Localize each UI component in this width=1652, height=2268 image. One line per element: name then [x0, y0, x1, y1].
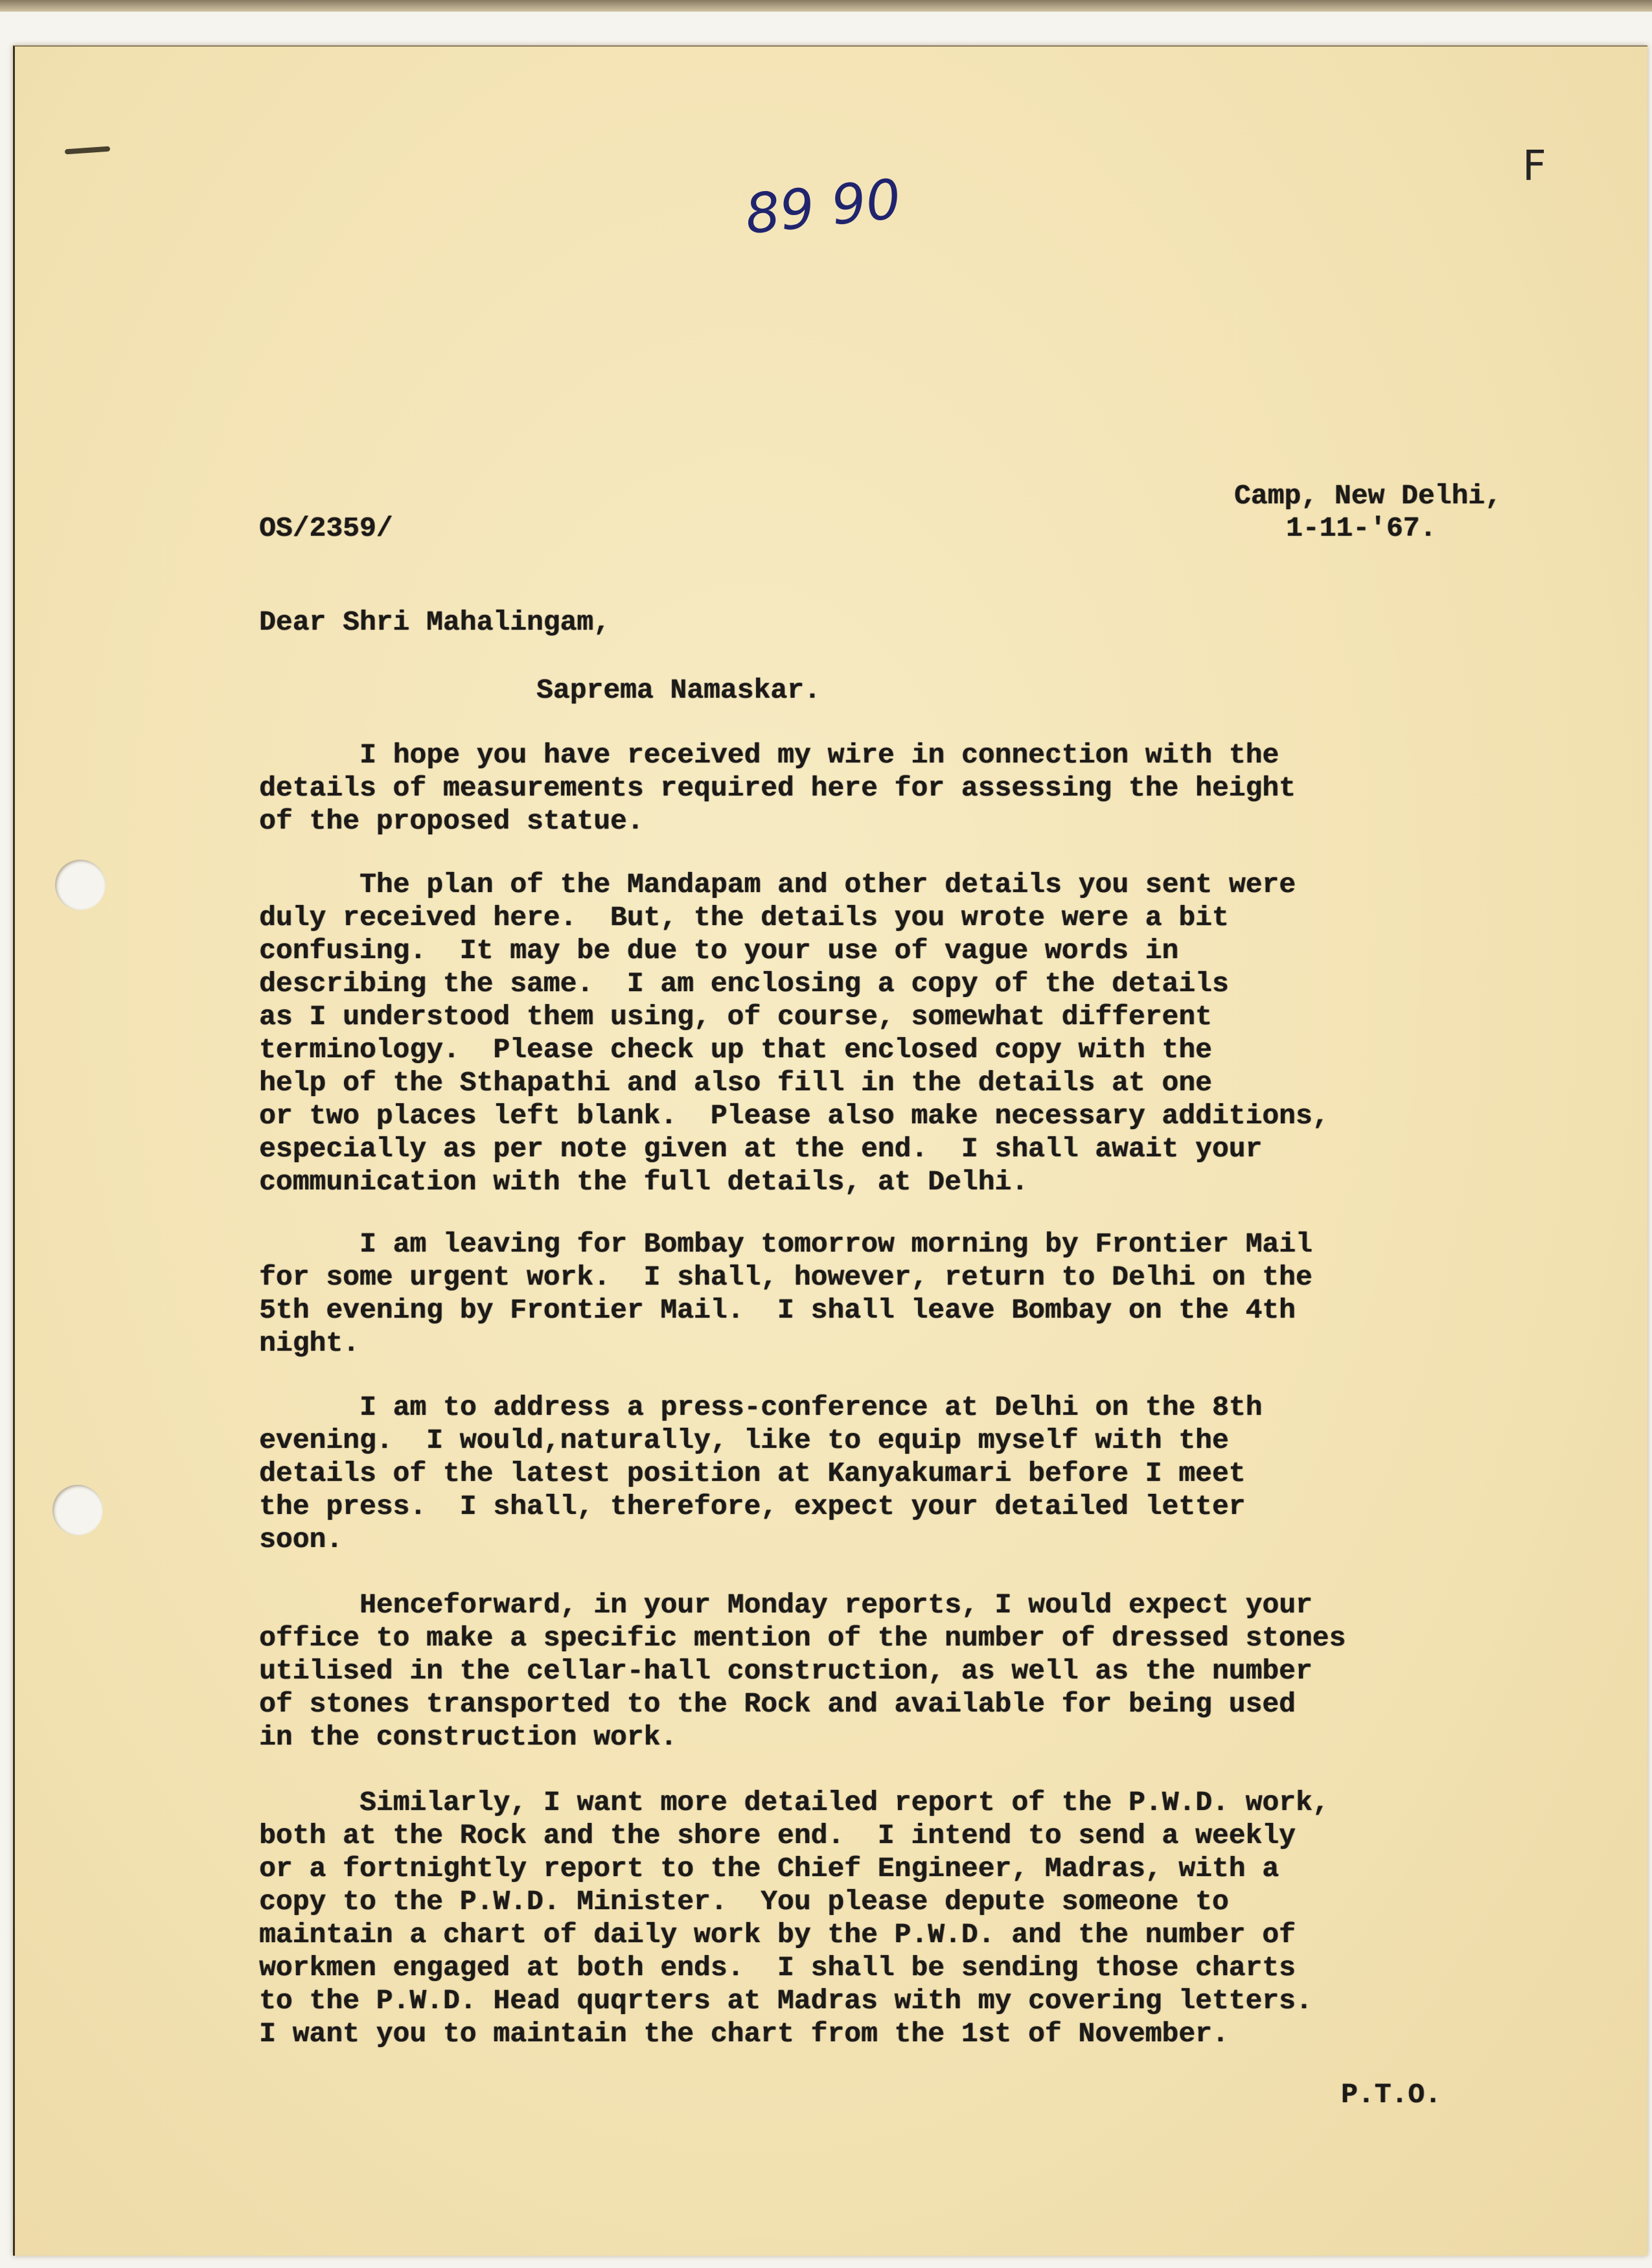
paragraph-1	[259, 739, 1296, 838]
paragraph-line: the press. I shall, therefore, expect your detailed letter	[259, 1491, 1246, 1522]
paragraph-line: utilised in the cellar-hall construction, as well as the number	[259, 1655, 1313, 1687]
paragraph-line: I am leaving for Bombay tomorrow morning by Frontier Mail	[360, 1228, 1313, 1260]
paragraph-line: I want you to maintain the chart from the 1st of November.	[259, 2018, 1229, 2050]
paragraph-line: details of measurements required here for assessing the height	[259, 772, 1296, 804]
paragraph-line: 5th evening by Frontier Mail. I shall leave Bombay on the 4th	[259, 1294, 1296, 1326]
paragraph-line: night.	[259, 1327, 360, 1359]
paragraph-line: I hope you have received my wire in connection with the	[360, 739, 1279, 771]
paragraph-line: as I understood them using, of course, somewhat different	[259, 1001, 1212, 1033]
paragraph-line: in the construction work.	[259, 1721, 678, 1753]
paragraph-line: confusing. It may be due to your use of vague words in	[259, 935, 1179, 967]
paragraph-line: especially as per note given at the end. I shall await your	[259, 1133, 1263, 1165]
handwritten-folio-number: 89 90	[742, 166, 904, 247]
reference-number: OS/2359/	[259, 512, 393, 544]
paragraph-line: help of the Sthapathi and also fill in the details at one	[259, 1067, 1212, 1099]
paragraph-line: of stones transported to the Rock and available for being used	[259, 1688, 1296, 1720]
greeting: Saprema Namaskar.	[536, 674, 821, 706]
paragraph-6	[259, 1786, 1329, 2050]
letter-place: Camp, New Delhi,	[1234, 480, 1502, 512]
paragraph-5	[259, 1588, 1346, 1754]
paragraph-line: evening. I would,naturally, like to equip myself with the	[259, 1425, 1229, 1456]
paragraph-line: or a fortnightly report to the Chief Engineer, Madras, with a	[259, 1853, 1279, 1884]
paragraph-2	[259, 868, 1329, 1198]
paragraph-line: office to make a specific mention of the number of dressed stones	[259, 1622, 1346, 1654]
paragraph-line: I am to address a press-conference at Delhi on the 8th	[360, 1392, 1263, 1423]
paragraph-line: Henceforward, in your Monday reports, I would expect your	[360, 1589, 1313, 1621]
paragraph-line: Similarly, I want more detailed report of the P.W.D. work,	[360, 1787, 1329, 1818]
paragraph-line: communication with the full details, at Delhi.	[259, 1166, 1028, 1198]
scanner-edge-strip	[0, 0, 1652, 12]
paragraph-line: for some urgent work. I shall, however, return to Delhi on the	[259, 1261, 1313, 1293]
salutation: Dear Shri Mahalingam,	[259, 606, 610, 638]
punch-hole-lower	[52, 1485, 103, 1535]
paragraph-line: maintain a chart of daily work by the P.W.D. and the number of	[259, 1919, 1296, 1951]
paragraph-3	[259, 1228, 1313, 1360]
paragraph-line: details of the latest position at Kanyakumari before I meet	[259, 1458, 1246, 1489]
paragraph-4	[259, 1391, 1262, 1556]
please-turn-over: P.T.O.	[1341, 2079, 1441, 2111]
paragraph-line: to the P.W.D. Head quqrters at Madras with my covering letters.	[259, 1985, 1313, 2017]
paragraph-line: terminology. Please check up that enclosed copy with the	[259, 1034, 1212, 1066]
letter-date: 1-11-'67.	[1286, 512, 1437, 544]
paragraph-line: both at the Rock and the shore end. I intend to send a weekly	[259, 1820, 1296, 1851]
paragraph-line: copy to the P.W.D. Minister. You please depute someone to	[259, 1886, 1229, 1918]
paragraph-line: workmen engaged at both ends. I shall be sending those charts	[259, 1952, 1296, 1984]
paragraph-line: or two places left blank. Please also make necessary additions,	[259, 1100, 1329, 1132]
paragraph-line: The plan of the Mandapam and other details you sent were	[360, 869, 1296, 900]
paragraph-line: describing the same. I am enclosing a copy of the details	[259, 968, 1229, 1000]
paragraph-line: of the proposed statue.	[259, 805, 644, 837]
paragraph-line: duly received here. But, the details you wrote were a bit	[259, 902, 1229, 934]
paragraph-line: soon.	[259, 1524, 343, 1555]
handwritten-corner-letter: F	[1522, 143, 1546, 190]
punch-hole-upper	[55, 860, 106, 910]
